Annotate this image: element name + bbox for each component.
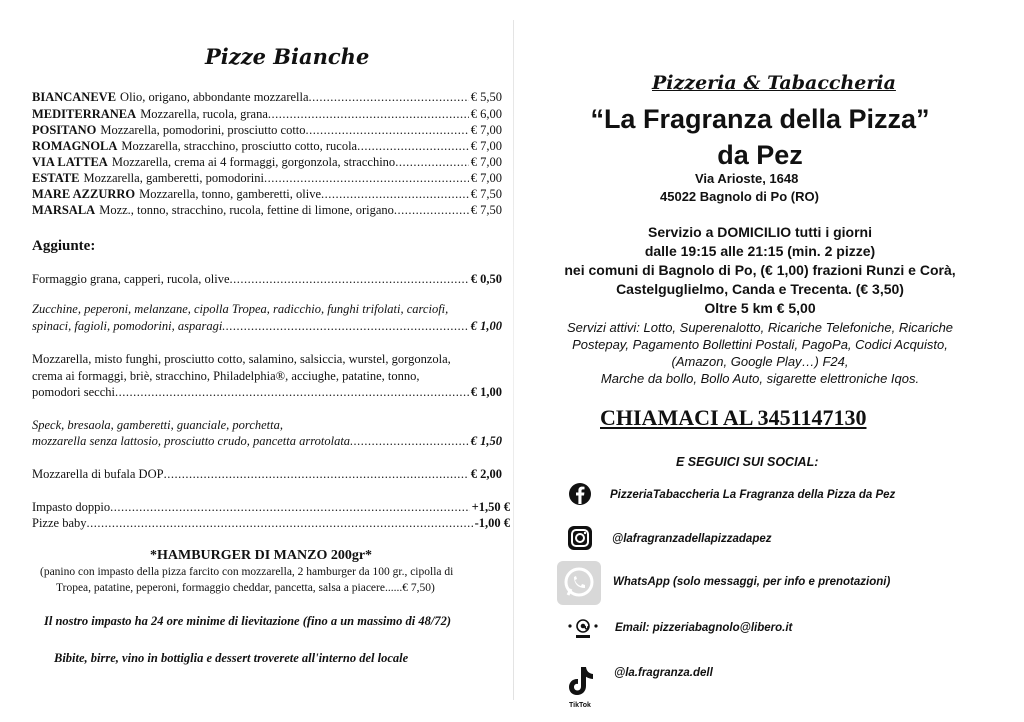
menu-item: ROMAGNOLA Mozzarella, stracchino, prosciutto cotto, rucola ..... € 7,00 (32, 139, 502, 155)
addition-text: Mozzarella, misto funghi, prosciutto cotto, salamino, salsiccia, wurstel, gorgonzola, (32, 352, 451, 366)
addition-row: Mozzarella di bufala DOP ..... € 2,00 (32, 467, 502, 483)
phone-number[interactable]: CHIAMACI AL 3451147130 (600, 405, 867, 430)
menu-item: MARSALA Mozz., tonno, stracchino, rucola, fettine di limone, origano ..... € 7,50 (32, 203, 502, 219)
tiktok-icon[interactable] (562, 664, 598, 708)
instagram-link[interactable]: @lafragranzadellapizzadapez (612, 533, 772, 545)
social-heading: E SEGUICI SUI SOCIAL: (676, 455, 819, 469)
addition-row: Impasto doppio ..... +1,50 € (32, 500, 510, 516)
addition-row: pomodori secchi ..... € 1,00 (32, 385, 502, 401)
addition-text: crema ai formaggi, briè, stracchino, Philadelphia®, acciughe, patatine, tonno, (32, 369, 420, 383)
section-title: Pizze Bianche (205, 44, 370, 69)
services-info: Postepay, Pagamento Bollettini Postali, PagoPa, Codici Acquisto, (572, 337, 948, 352)
hamburger-desc: Tropea, patatine, peperoni, formaggio cheddar, pancetta, salsa a piacere......€ 7,50) (56, 582, 435, 594)
addition-row: mozzarella senza lattosio, prosciutto crudo, pancetta arrotolata ..... € 1,50 (32, 434, 502, 450)
addition-row: Formaggio grana, capperi, rucola, olive ..... € 0,50 (32, 272, 502, 288)
menu-item: POSITANO Mozzarella, pomodorini, prosciutto cotto ..... € 7,00 (32, 123, 502, 139)
hamburger-desc: (panino con impasto della pizza farcito con mozzarella, 2 hamburger da 100 gr., cipolla di (40, 566, 454, 578)
business-name-2: da Pez (717, 140, 803, 170)
dough-note: Il nostro impasto ha 24 ore minime di lievitazione (fino a un massimo di 48/72) (44, 614, 451, 628)
facebook-icon[interactable] (564, 478, 596, 510)
facebook-link[interactable]: PizzeriaTabaccheria La Fragranza della Pizza da Pez (610, 489, 896, 501)
menu-item: VIA LATTEA Mozzarella, crema ai 4 formaggi, gorgonzola, stracchino ..... € 7,00 (32, 155, 502, 171)
services-info: Servizi attivi: Lotto, Superenalotto, Ricariche Telefoniche, Ricariche (566, 320, 954, 335)
delivery-info: Castelguglielmo, Canda e Trecenta. (€ 3,50) (616, 281, 904, 297)
address-line: 45022 Bagnolo di Po (RO) (660, 189, 819, 204)
addition-text: Zucchine, peperoni, melanzane, cipolla Tropea, radicchio, funghi trifolati, carciofi, (32, 302, 449, 316)
business-name: “La Fragranza della Pizza” (590, 104, 930, 134)
services-info: Marche da bollo, Bollo Auto, sigarette elettroniche Iqos. (600, 371, 920, 386)
email-icon[interactable] (566, 614, 600, 640)
instagram-icon[interactable] (564, 522, 596, 554)
addition-text: Speck, bresaola, gamberetti, guanciale, porchetta, (32, 418, 283, 432)
delivery-info: Servizio a DOMICILIO tutti i giorni (647, 224, 872, 240)
aggiunte-heading: Aggiunte: (32, 238, 96, 254)
addition-row: spinaci, fagioli, pomodorini, asparagi ..... € 1,00 (32, 319, 502, 335)
tiktok-logo-text: TikTok (569, 702, 591, 709)
delivery-info: nei comuni di Bagnolo di Po, (€ 1,00) frazioni Runzi e Corà, (564, 262, 956, 278)
menu-item: ESTATE Mozzarella, gamberetti, pomodorini ..... € 7,00 (32, 171, 502, 187)
delivery-info: Oltre 5 km € 5,00 (704, 300, 816, 316)
menu-item: MEDITERRANEA Mozzarella, rucola, grana ..... € 6,00 (32, 107, 502, 123)
addition-row: Pizze baby ..... -1,00 € (32, 516, 510, 532)
menu-item: BIANCANEVE Olio, origano, abbondante mozzarella ..... € 5,50 (32, 90, 502, 106)
services-info: (Amazon, Google Play…) F24, (671, 354, 849, 369)
whatsapp-icon[interactable] (556, 560, 602, 606)
address-line: Via Arioste, 1648 (695, 171, 799, 186)
drinks-note: Bibite, birre, vino in bottiglia e dessert troverete all'interno del locale (54, 651, 409, 665)
email-link[interactable]: Email: pizzeriabagnolo@libero.it (615, 622, 793, 634)
delivery-info: dalle 19:15 alle 21:15 (min. 2 pizze) (644, 243, 876, 259)
hamburger-title: *HAMBURGER DI MANZO 200gr* (150, 548, 373, 563)
whatsapp-link[interactable]: WhatsApp (solo messaggi, per info e prenotazioni) (613, 576, 891, 588)
business-type: Pizzeria & Tabaccheria (652, 72, 896, 94)
menu-item: MARE AZZURRO Mozzarella, tonno, gamberetti, olive ..... € 7,50 (32, 187, 502, 203)
tiktok-link[interactable]: @la.fragranza.dell (614, 667, 713, 679)
